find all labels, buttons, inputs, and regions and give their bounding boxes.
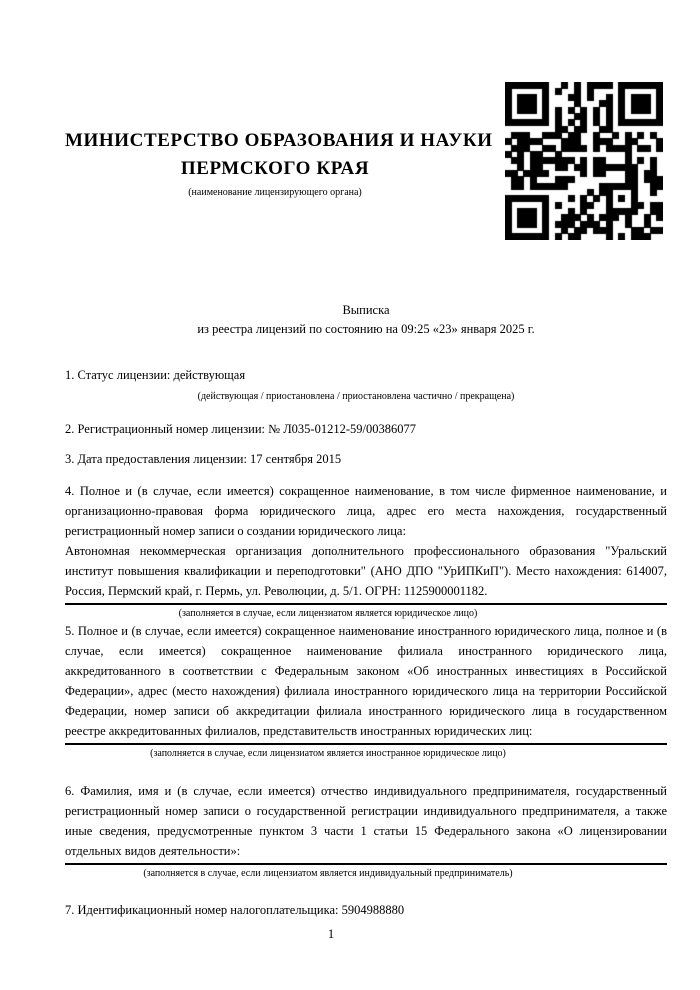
license-status-options-caption: (действующая / приостановлена / приостановлена частично / прекращена) — [197, 391, 515, 402]
registration-number-label: 2. Регистрационный номер лицензии: — [65, 422, 266, 436]
section-legal-entity — [65, 481, 667, 620]
legal-entity-label: 4. Полное и (в случае, если имеется) сокращенное наименование, в том числе фирменное наименование, и организационно-правовая форма юридического лица, адрес его места нахождения, государственный регистрационный номер записи о создании юридического лица: — [65, 484, 667, 538]
section-foreign-entity — [65, 621, 667, 760]
grant-date-value: 17 сентября 2015 — [250, 452, 342, 466]
foreign-entity-label: 5. Полное и (в случае, если имеется) сокращенное наименование иностранного юридического лица, полное и (в случае, если имеется) сокращенное наименование филиала иностранного юридического лица, аккредитованного в соответствии с Федеральным законом «Об иностранных инвестициях в Российской Федерации», адрес (место нахождения) филиала иностранного юридического лица на территории Российской Федерации, номер записи об аккредитации филиала иностранного юридического лица в государственном реестре аккредитованных филиалов, представительств иностранных юридических лиц: — [65, 624, 667, 738]
section-grant-date — [65, 449, 667, 469]
section-license-status — [65, 365, 667, 403]
document-title-line1: Выписка — [342, 303, 390, 317]
taxpayer-id-value: 5904988880 — [341, 903, 405, 917]
entrepreneur-label: 6. Фамилия, имя и (в случае, если имеется) отчество индивидуального предпринимателя, государственный регистрационный номер записи о государственной регистрации индивидуального предпринимателя, а также иные сведения, предусмотренные пунктом 3 части 1 статьи 15 Федерального закона «О лицензировании отдельных видов деятельности»: — [65, 784, 667, 858]
foreign-entity-caption: (заполняется в случае, если лицензиатом является иностранное юридическое лицо) — [150, 748, 506, 759]
license-status-value: действующая — [173, 368, 246, 382]
document-title — [65, 301, 667, 339]
entrepreneur-caption: (заполняется в случае, если лицензиатом является индивидуальный предприниматель) — [143, 868, 513, 879]
ministry-name-line1: МИНИСТЕРСТВО ОБРАЗОВАНИЯ И НАУКИ — [65, 130, 493, 151]
taxpayer-id-label: 7. Идентификационный номер налогоплательщика: — [65, 903, 339, 917]
qr-code — [505, 82, 663, 240]
section-entrepreneur — [65, 781, 667, 880]
licensing-authority-header — [65, 127, 493, 199]
section-registration-number — [65, 419, 667, 439]
license-status-label: 1. Статус лицензии: — [65, 368, 171, 382]
registration-number-value: № Л035-01212-59/00386077 — [268, 422, 416, 436]
grant-date-label: 3. Дата предоставления лицензии: — [65, 452, 247, 466]
license-status-line — [65, 365, 667, 385]
legal-entity-caption: (заполняется в случае, если лицензиатом является юридическое лицо) — [178, 608, 478, 619]
legal-entity-value: Автономная некоммерческая организация дополнительного профессионального образования "Уральский институт повышения квалификации и переподготовки" (АНО ДПО "УрИПКиП"). Место нахождения: 614007, Россия, Пермский край, г. Пермь, ул. Революции, д. 5/1. ОГРН: 1125900001182. — [65, 544, 667, 598]
document-title-line2: из реестра лицензий по состоянию на 09:25 «23» января 2025 г. — [197, 322, 535, 336]
licensing-authority-caption: (наименование лицензирующего органа) — [188, 187, 362, 198]
fill-in-line — [65, 743, 667, 745]
ministry-name-line2: ПЕРМСКОГО КРАЯ — [180, 158, 370, 179]
section-taxpayer-id — [65, 900, 667, 920]
fill-in-line — [65, 603, 667, 605]
fill-in-line — [65, 863, 667, 865]
page-number: 1 — [327, 927, 335, 941]
